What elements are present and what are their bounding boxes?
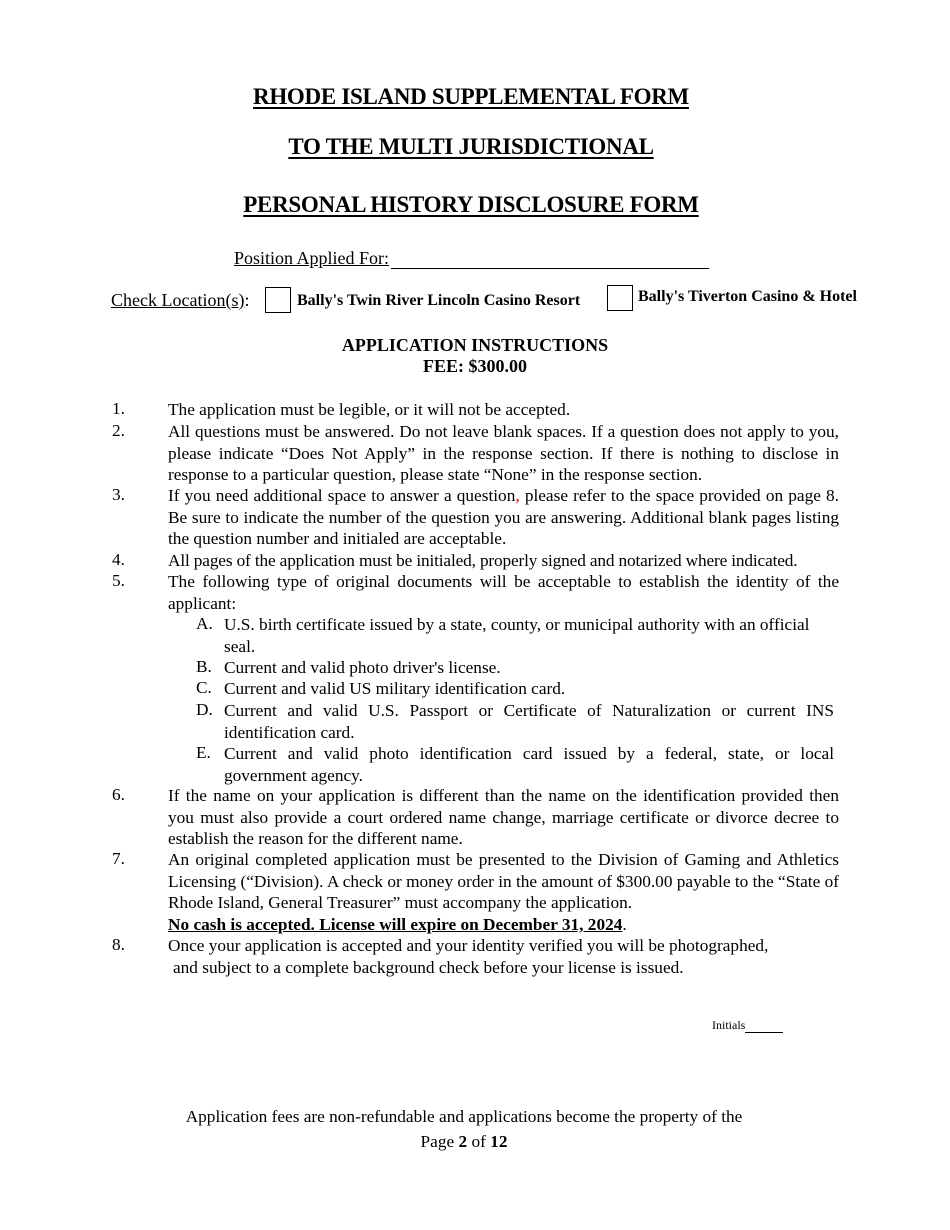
form-title-line-1: RHODE ISLAND SUPPLEMENTAL FORM	[253, 84, 689, 109]
sub-item-letter: B.	[196, 657, 212, 676]
lincoln-location-label: Bally's Twin River Lincoln Casino Resort	[297, 292, 581, 309]
initials-field[interactable]: Initials	[712, 1018, 783, 1033]
sub-item-d: Current and valid U.S. Passport or Certificate of Naturalization or current INS identification card.	[224, 701, 834, 742]
form-title-line-3: PERSONAL HISTORY DISCLOSURE FORM	[243, 192, 699, 217]
tiverton-location-checkbox[interactable]	[607, 285, 633, 311]
sub-item-b: Current and valid photo driver's license.	[224, 658, 501, 677]
no-cash-notice: No cash is accepted. License will expire on December 31, 2024.	[168, 915, 627, 934]
item-number: 7.	[112, 849, 125, 868]
footer-note: Application fees are non-refundable and applications become the property of the	[185, 1107, 743, 1126]
instruction-item-5: The following type of original documents will be acceptable to establish the identity of the applicant:	[168, 572, 839, 613]
instructions-heading: APPLICATION INSTRUCTIONS	[341, 335, 609, 355]
item-number: 8.	[112, 935, 125, 954]
sub-item-letter: A.	[196, 614, 213, 633]
item-number: 1.	[112, 399, 125, 418]
sub-item-letter: E.	[196, 743, 211, 762]
position-applied-label: Position Applied For:	[234, 248, 390, 268]
sub-item-letter: C.	[196, 678, 212, 697]
instruction-item-7: An original completed application must be presented to the Division of Gaming and Athletics Licensing (“Division). A check or money order in the amount of $300.00 payable to the “State of Rhode Island, General Treasurer” must accompany the application.	[168, 850, 839, 913]
sub-item-e: Current and valid photo identification card issued by a federal, state, or local government agency.	[224, 744, 834, 785]
lincoln-location-checkbox[interactable]	[265, 287, 291, 313]
check-locations-label: Check Location(s):	[111, 290, 250, 310]
sub-item-letter: D.	[196, 700, 213, 719]
position-applied-row	[234, 248, 709, 269]
instruction-item-2: All questions must be answered. Do not leave blank spaces. If a question does not apply to you, please indicate “Does Not Apply” in the response section. If there is nothing to disclose in response to a particular question, please state “None” in the response section.	[168, 422, 839, 485]
fee-line: FEE: $300.00	[422, 356, 527, 376]
instruction-item-6: If the name on your application is different than the name on the identification provided then you must also provide a court ordered name change, marriage certificate or divorce decree to establish the reason for the different name.	[168, 786, 839, 849]
page-number: Page 2 of 12	[420, 1132, 508, 1151]
item-number: 3.	[112, 485, 125, 504]
sub-item-c: Current and valid US military identification card.	[224, 679, 566, 698]
sub-item-a: U.S. birth certificate issued by a state, county, or municipal authority with an official seal.	[224, 615, 810, 656]
item-number: 4.	[112, 550, 125, 569]
position-applied-field[interactable]	[391, 250, 709, 269]
item-number: 2.	[112, 421, 125, 440]
instruction-item-4: All pages of the application must be initialed, properly signed and notarized where indicated.	[168, 551, 798, 570]
item-number: 5.	[112, 571, 125, 590]
instruction-item-8: Once your application is accepted and your identity verified you will be photographed, and subject to a complete background check before your license is issued.	[168, 936, 769, 977]
instruction-item-3: If you need additional space to answer a question, please refer to the space provided on page 8. Be sure to indicate the number of the question you are answering. Additional blank pages listing the question number and initialed are acceptable.	[168, 486, 840, 549]
item-number: 6.	[112, 785, 125, 804]
instruction-item-1: The application must be legible, or it will not be accepted.	[168, 400, 571, 419]
tiverton-location-label: Bally's Tiverton Casino & Hotel	[638, 288, 857, 305]
form-title-line-2: TO THE MULTI JURISDICTIONAL	[288, 134, 654, 159]
